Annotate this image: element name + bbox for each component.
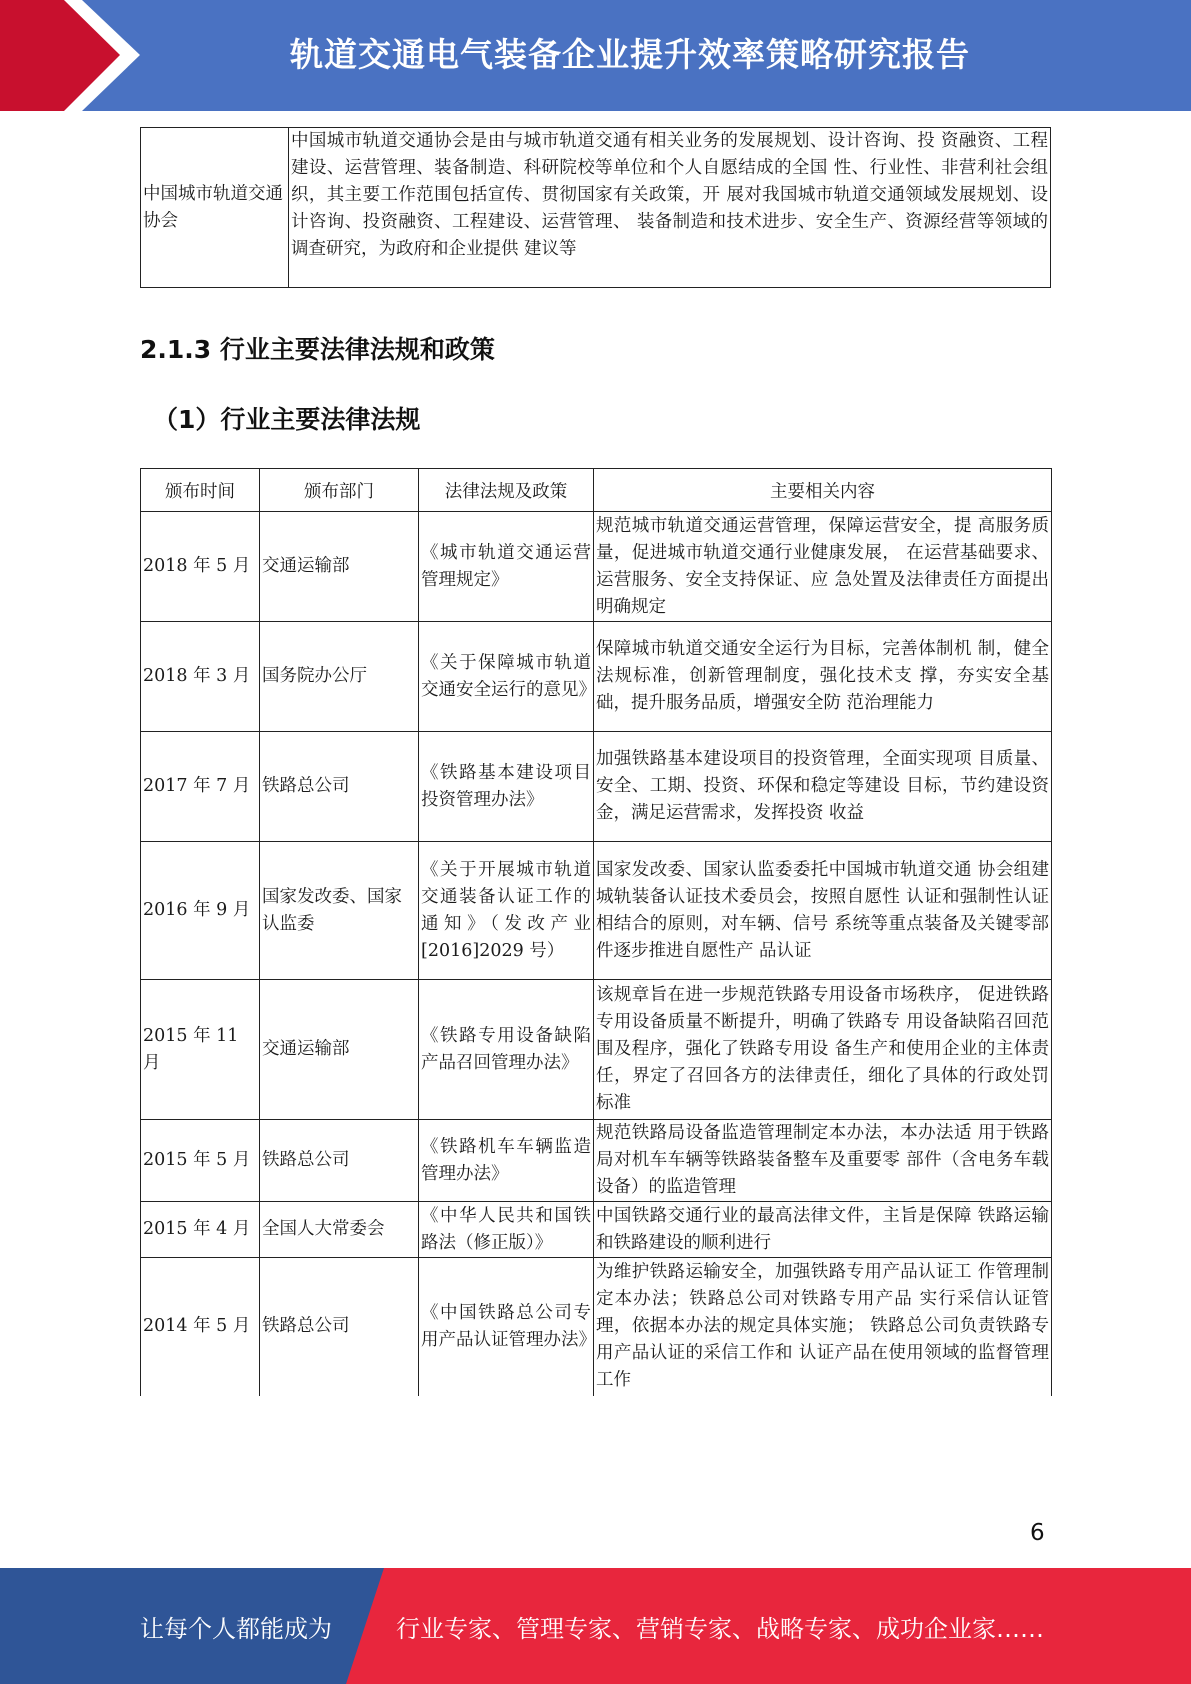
section-heading: 2.1.3 行业主要法律法规和政策 (140, 335, 495, 364)
table-header-row (141, 469, 1052, 512)
dept-cell: 铁路总公司 (260, 732, 419, 842)
content-cell: 中国铁路交通行业的最高法律文件，主旨是保障 铁路运输和铁路建设的顺利进行 (594, 1202, 1052, 1258)
dept-cell: 国务院办公厅 (260, 622, 419, 732)
org-info-table (140, 127, 1051, 288)
date-cell: 2017 年 7 月 (141, 732, 260, 842)
page-footer (0, 1568, 1191, 1684)
table-row (141, 1202, 1052, 1258)
date-cell: 2015 年 4 月 (141, 1202, 260, 1258)
subsection-heading: （1）行业主要法律法规 (153, 405, 421, 434)
date-cell: 2014 年 5 月 (141, 1258, 260, 1396)
table-row (141, 1120, 1052, 1202)
date-cell: 2015 年 5 月 (141, 1120, 260, 1202)
content-cell: 为维护铁路运输安全，加强铁路专用产品认证工 作管理制定本办法；铁路总公司对铁路专用产品 实行采信认证管理，依据本办法的规定具体实施； 铁路总公司负责铁路专用产品认证的采信工作和 认证产品在使用领域的监督管理工作 (594, 1258, 1052, 1396)
table-row (141, 842, 1052, 980)
law-cell: 《中国铁路总公司专用产品认证管理办法》 (419, 1258, 594, 1396)
date-cell: 2016 年 9 月 (141, 842, 260, 980)
laws-table (140, 468, 1052, 1396)
law-cell: 《关于保障城市轨道交通安全运行的意见》 (419, 622, 594, 732)
date-cell: 2018 年 3 月 (141, 622, 260, 732)
report-title: 轨道交通电气装备企业提升效率策略研究报告 (290, 34, 970, 74)
footer-slogan-left: 让每个人都能成为 (140, 1614, 332, 1643)
content-cell: 国家发改委、国家认监委委托中国城市轨道交通 协会组建城轨装备认证技术委员会，按照自愿性 认证和强制性认证相结合的原则，对车辆、信号 系统等重点装备及关键零部件逐步推进自愿性产 品认证 (594, 842, 1052, 980)
dept-cell: 全国人大常委会 (260, 1202, 419, 1258)
org-name-cell: 中国城市轨道交通协会 (141, 128, 289, 288)
dept-cell: 铁路总公司 (260, 1120, 419, 1202)
content-cell: 该规章旨在进一步规范铁路专用设备市场秩序， 促进铁路专用设备质量不断提升，明确了铁路专 用设备缺陷召回范围及程序，强化了铁路专用设 备生产和使用企业的主体责任，界定了召回各方的法律责任，细化了具体的行政处罚标准 (594, 980, 1052, 1120)
date-cell: 2018 年 5 月 (141, 512, 260, 622)
law-cell: 《中华人民共和国铁路法（修正版）》 (419, 1202, 594, 1258)
dept-cell: 国家发改委、国家认监委 (260, 842, 419, 980)
table-row (141, 1258, 1052, 1396)
page-header (0, 0, 1191, 111)
content-cell: 加强铁路基本建设项目的投资管理，全面实现项 目质量、安全、工期、投资、环保和稳定等建设 目标，节约建设资金，满足运营需求，发挥投资 收益 (594, 732, 1052, 842)
table-row (141, 512, 1052, 622)
dept-cell: 交通运输部 (260, 980, 419, 1120)
table-row (141, 732, 1052, 842)
org-description-cell: 中国城市轨道交通协会是由与城市轨道交通有相关业务的发展规划、设计咨询、投 资融资、工程建设、运营管理、装备制造、科研院校等单位和个人自愿结成的全国 性、行业性、非营利社会组织，其主要工作范围包括宣传、贯彻国家有关政策，开 展对我国城市轨道交通领域发展规划、设计咨询、投资融资、工程建设、运营管理、 装备制造和技术进步、安全生产、资源经营等领域的调查研究，为政府和企业提供 建议等 (289, 128, 1051, 288)
date-cell: 2015 年 11 月 (141, 980, 260, 1120)
content-cell: 规范城市轨道交通运营管理，保障运营安全，提 高服务质量，促进城市轨道交通行业健康发展， 在运营基础要求、运营服务、安全支持保证、应 急处置及法律责任方面提出明确规定 (594, 512, 1052, 622)
law-cell: 《关于开展城市轨道交通装备认证工作的通知》（发改产业[2016]2029 号） (419, 842, 594, 980)
header-arrow-decoration (0, 0, 170, 111)
table-row (141, 622, 1052, 732)
table-row (141, 980, 1052, 1120)
dept-cell: 交通运输部 (260, 512, 419, 622)
column-header-law: 法律法规及政策 (419, 469, 594, 512)
page-number: 6 (1030, 1520, 1045, 1546)
footer-slogan-right: 行业专家、管理专家、营销专家、战略专家、成功企业家…… (396, 1614, 1044, 1643)
content-cell: 保障城市轨道交通安全运行为目标，完善体制机 制，健全法规标准，创新管理制度，强化技术支 撑，夯实安全基础，提升服务品质，增强安全防 范治理能力 (594, 622, 1052, 732)
law-cell: 《城市轨道交通运营管理规定》 (419, 512, 594, 622)
column-header-content: 主要相关内容 (594, 469, 1052, 512)
law-cell: 《铁路机车车辆监造管理办法》 (419, 1120, 594, 1202)
dept-cell: 铁路总公司 (260, 1258, 419, 1396)
table-row (141, 128, 1051, 288)
content-cell: 规范铁路局设备监造管理制定本办法，本办法适 用于铁路局对机车车辆等铁路装备整车及重要零 部件（含电务车载设备）的监造管理 (594, 1120, 1052, 1202)
law-cell: 《铁路专用设备缺陷产品召回管理办法》 (419, 980, 594, 1120)
column-header-dept: 颁布部门 (260, 469, 419, 512)
column-header-date: 颁布时间 (141, 469, 260, 512)
law-cell: 《铁路基本建设项目投资管理办法》 (419, 732, 594, 842)
